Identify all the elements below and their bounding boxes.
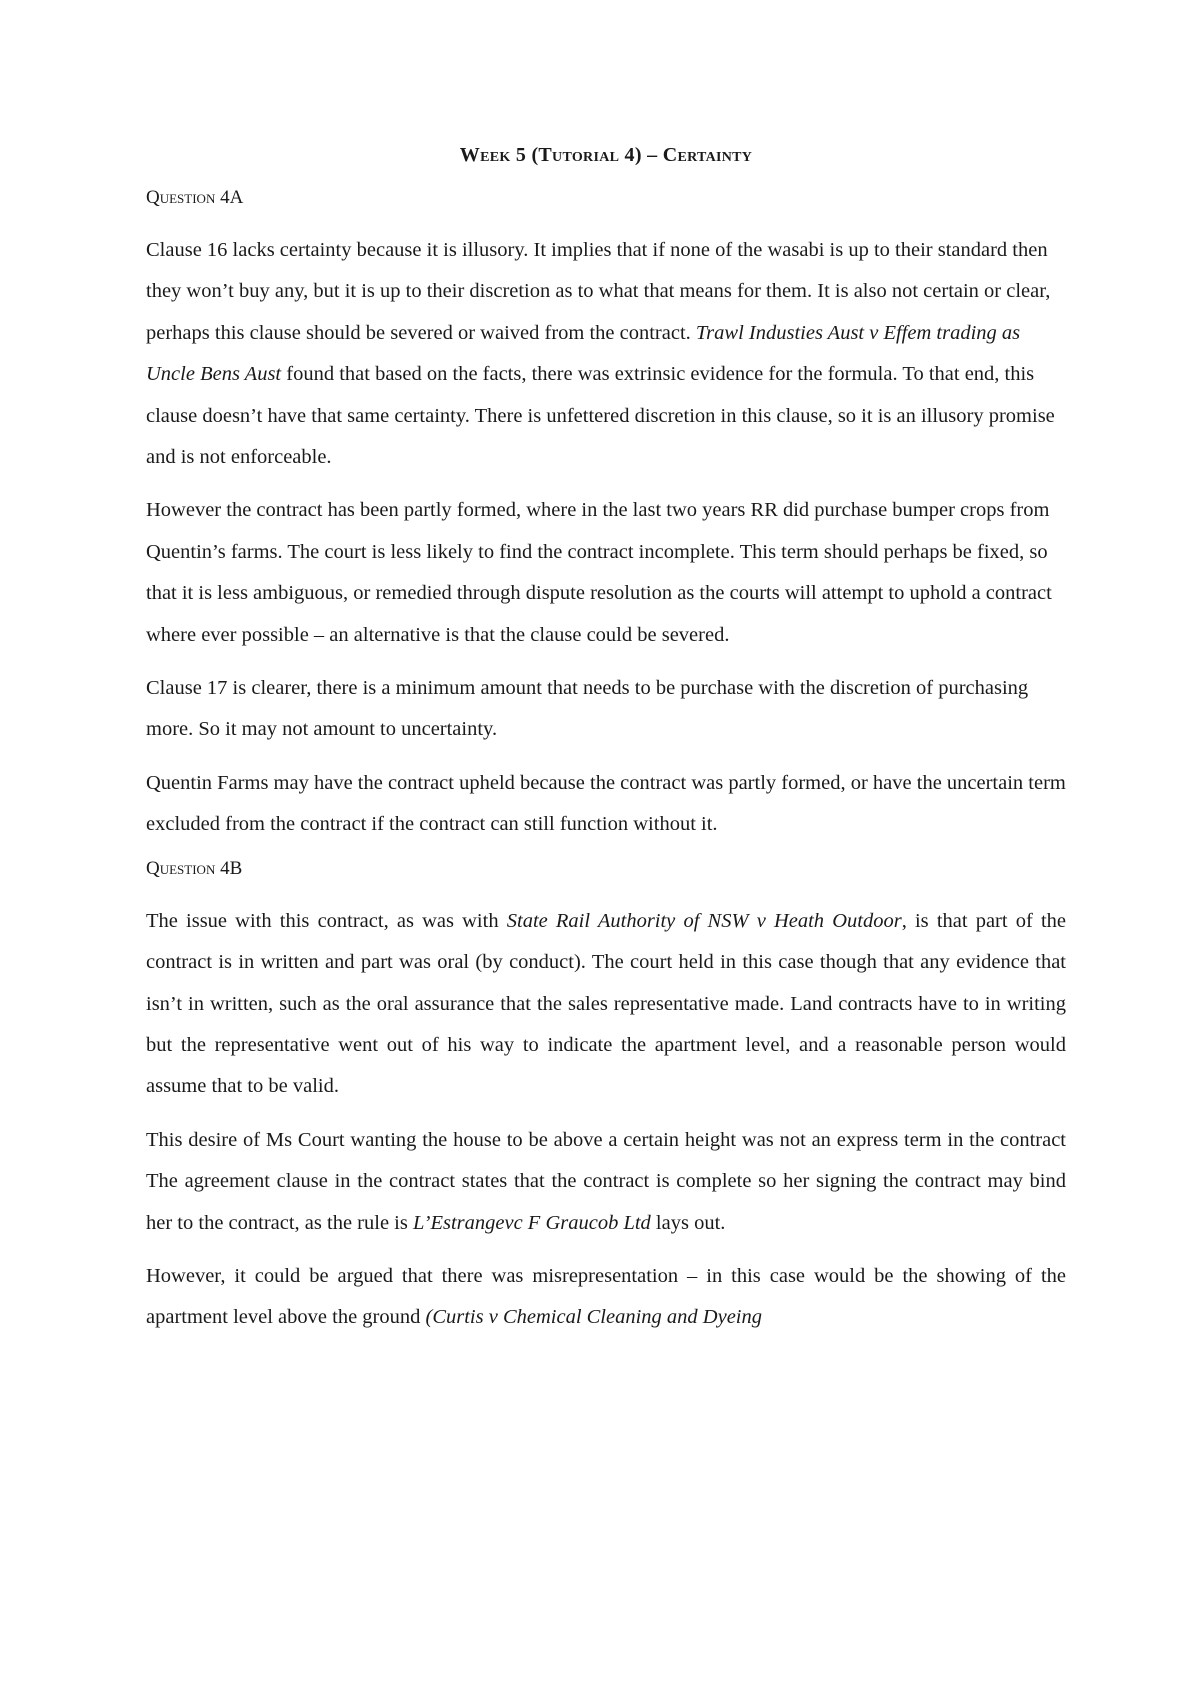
q4b-p3-text-1: However, it could be argued that there was misrepresentation – in this case would be the showing of the apartment level above the ground [146, 1264, 1066, 1329]
q4b-p1-text-1: The issue with this contract, as was with [146, 909, 507, 932]
q4b-p2-case-citation: L’Estrangevc F Graucob Ltd [412, 1211, 651, 1234]
q4b-p3-case-citation: (Curtis v Chemical Cleaning and Dyeing [425, 1306, 762, 1329]
q4b-p1-case-citation: State Rail Authority of NSW v Heath Outdoor [506, 909, 902, 932]
q4a-p1-text-1: Clause 16 lacks certainty because it is illusory. It implies that if none of the wasabi is up to their standard then they won’t buy any, but it is up to their discretion as to what that means for them. It is also not certain or clear, perhaps this clause should be severed or waived from the contract. [146, 239, 1051, 344]
q4b-p2-text-1: This desire of Ms Court wanting the house to be above a certain height was not an express term in the contract The agreement clause in the contract states that the contract is complete so her signing the contract may bind her to the contract, as the rule is [146, 1128, 1066, 1234]
q4a-p1-case-citation: Trawl Industies Aust v Effem trading as Uncle Bens Aust [146, 321, 1021, 386]
page-title: Week 5 (Tutorial 4) – Certainty [459, 144, 753, 166]
q4a-p1-text-2: found that based on the facts, there was extrinsic evidence for the formula. To that end, this clause doesn’t have that same certainty. There is unfettered discretion in this clause, so it is an illusory promise and is not enforceable. [146, 363, 1055, 469]
q4b-p1-text-2: , is that part of the contract is in written and part was oral (by conduct). The court held in this case though that any evidence that isn’t in written, such as the oral assurance that the sales representative made. Land contracts have to in writing but the representative went out of his way to indicate the apartment level, and a reasonable person would assume that to be valid. [146, 909, 1067, 1098]
question-4b-heading: Question 4B [146, 857, 243, 879]
q4b-p2-text-2: lays out. [650, 1211, 726, 1234]
q4a-paragraph-1 [146, 230, 1066, 478]
q4a-paragraph-3: Clause 17 is clearer, there is a minimum amount that needs to be purchase with the discretion of purchasing more. So it may not amount to uncertainty. [146, 677, 1029, 741]
q4a-paragraph-4: Quentin Farms may have the contract upheld because the contract was partly formed, or have the uncertain term excluded from the contract if the contract can still function without it. [146, 771, 1066, 836]
q4a-paragraph-2: However the contract has been partly formed, where in the last two years RR did purchase bumper crops from Quentin’s farms. The court is less likely to find the contract incomplete. This term should perhaps be fixed, so that it is less ambiguous, or remedied through dispute resolution as the courts will attempt to uphold a contract where ever possible – an alternative is that the clause could be severed. [146, 499, 1052, 646]
q4b-paragraph-1 [146, 901, 1066, 1108]
q4b-paragraph-2 [146, 1120, 1066, 1244]
q4b-paragraph-3 [146, 1256, 1066, 1339]
question-4a-heading: Question 4A [146, 187, 244, 208]
